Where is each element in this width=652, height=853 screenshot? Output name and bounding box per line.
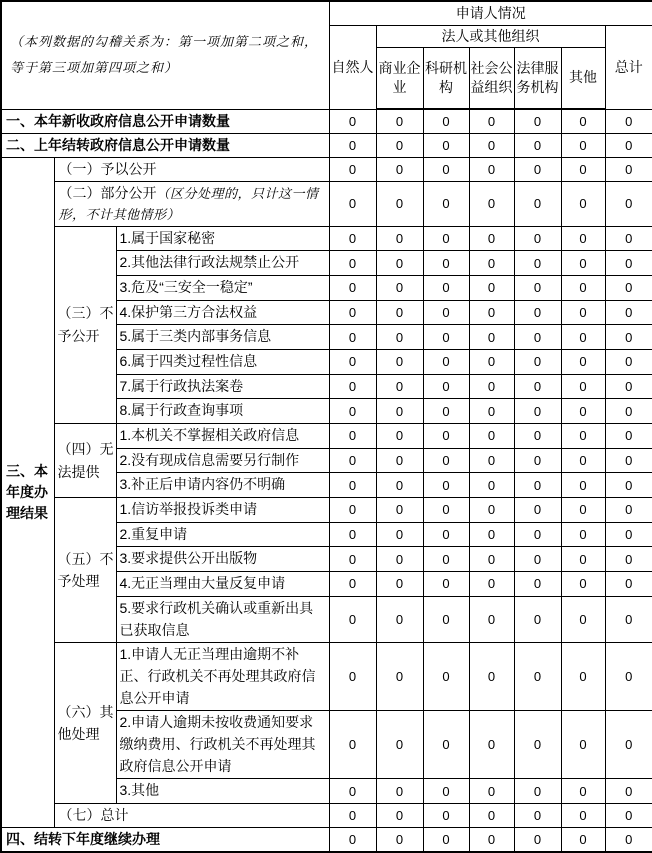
- value-cell: 0: [514, 300, 561, 325]
- value-cell: 0: [469, 572, 514, 597]
- table-row: [1, 643, 652, 711]
- item-label: 2.申请人逾期未按收费通知要求缴纳费用、行政机关不再处理其政府信息公开申请: [116, 711, 329, 779]
- value-cell: 0: [605, 109, 652, 133]
- value-cell: 0: [561, 133, 605, 157]
- value-cell: 0: [469, 498, 514, 523]
- value-cell: 0: [605, 779, 652, 804]
- value-cell: 0: [376, 251, 423, 276]
- value-cell: 0: [469, 133, 514, 157]
- header-org-type-business: 商业企业: [376, 47, 423, 109]
- row-label-new-applications: 一、本年新收政府信息公开申请数量: [1, 109, 329, 133]
- value-cell: 0: [469, 181, 514, 226]
- value-cell: 0: [469, 109, 514, 133]
- value-cell: 0: [329, 275, 376, 300]
- item-label: 4.保护第三方合法权益: [116, 300, 329, 325]
- value-cell: 0: [329, 399, 376, 424]
- value-cell: 0: [514, 424, 561, 449]
- group-label-other-handling: （六）其他处理: [54, 643, 116, 804]
- value-cell: 0: [514, 181, 561, 226]
- value-cell: 0: [605, 572, 652, 597]
- item-label: 1.属于国家秘密: [116, 226, 329, 251]
- value-cell: 0: [514, 157, 561, 181]
- value-cell: 0: [376, 643, 423, 711]
- value-cell: 0: [514, 779, 561, 804]
- value-cell: 0: [514, 828, 561, 853]
- value-cell: 0: [329, 300, 376, 325]
- value-cell: 0: [423, 473, 469, 498]
- value-cell: 0: [469, 399, 514, 424]
- value-cell: 0: [605, 596, 652, 642]
- value-cell: 0: [423, 643, 469, 711]
- group-label-refused: （三）不予公开: [54, 226, 116, 424]
- value-cell: 0: [329, 349, 376, 374]
- value-cell: 0: [605, 275, 652, 300]
- value-cell: 0: [561, 473, 605, 498]
- value-cell: 0: [423, 424, 469, 449]
- value-cell: 0: [561, 804, 605, 828]
- value-cell: 0: [376, 157, 423, 181]
- item-label: 1.申请人无正当理由逾期不补正、行政机关不再处理其政府信息公开申请: [116, 643, 329, 711]
- value-cell: 0: [329, 779, 376, 804]
- value-cell: 0: [376, 547, 423, 572]
- value-cell: 0: [469, 349, 514, 374]
- item-label: 4.无正当理由大量反复申请: [116, 572, 329, 597]
- value-cell: 0: [605, 133, 652, 157]
- value-cell: 0: [605, 547, 652, 572]
- item-label: 7.属于行政执法案卷: [116, 374, 329, 399]
- value-cell: 0: [469, 473, 514, 498]
- value-cell: 0: [561, 643, 605, 711]
- value-cell: 0: [423, 498, 469, 523]
- value-cell: 0: [514, 711, 561, 779]
- item-label: 5.属于三类内部事务信息: [116, 325, 329, 350]
- value-cell: 0: [561, 275, 605, 300]
- value-cell: 0: [561, 779, 605, 804]
- value-cell: 0: [469, 325, 514, 350]
- value-cell: 0: [605, 251, 652, 276]
- value-cell: 0: [469, 711, 514, 779]
- value-cell: 0: [469, 779, 514, 804]
- value-cell: 0: [561, 596, 605, 642]
- value-cell: 0: [605, 448, 652, 473]
- value-cell: 0: [329, 226, 376, 251]
- value-cell: 0: [423, 448, 469, 473]
- note-cell: （本列数据的勾稽关系为：第一项加第二项之和，等于第三项加第四项之和）: [1, 1, 329, 109]
- group-label-unable-to-provide: （四）无法提供: [54, 424, 116, 498]
- value-cell: 0: [514, 399, 561, 424]
- value-cell: 0: [469, 157, 514, 181]
- header-org-type-research: 科研机构: [423, 47, 469, 109]
- value-cell: 0: [329, 181, 376, 226]
- value-cell: 0: [423, 547, 469, 572]
- value-cell: 0: [376, 181, 423, 226]
- table-row: [1, 828, 652, 853]
- group-label-note: （区分处理的，只计这一情形，不计其他情形）: [58, 185, 319, 222]
- value-cell: 0: [423, 779, 469, 804]
- value-cell: 0: [561, 522, 605, 547]
- value-cell: 0: [329, 374, 376, 399]
- item-label: 1.信访举报投诉类申请: [116, 498, 329, 523]
- value-cell: 0: [376, 448, 423, 473]
- value-cell: 0: [376, 374, 423, 399]
- value-cell: 0: [329, 572, 376, 597]
- item-label: 2.重复申请: [116, 522, 329, 547]
- value-cell: 0: [329, 251, 376, 276]
- value-cell: 0: [423, 711, 469, 779]
- value-cell: 0: [469, 300, 514, 325]
- value-cell: 0: [561, 572, 605, 597]
- value-cell: 0: [329, 643, 376, 711]
- value-cell: 0: [469, 251, 514, 276]
- value-cell: 0: [561, 424, 605, 449]
- item-label: 3.危及“三安全一稳定”: [116, 275, 329, 300]
- value-cell: 0: [561, 181, 605, 226]
- value-cell: 0: [561, 498, 605, 523]
- value-cell: 0: [605, 181, 652, 226]
- value-cell: 0: [423, 374, 469, 399]
- row-label-carried-over: 二、上年结转政府信息公开申请数量: [1, 133, 329, 157]
- value-cell: 0: [514, 473, 561, 498]
- value-cell: 0: [423, 226, 469, 251]
- group-label-text: （二）部分公开: [58, 184, 157, 201]
- value-cell: 0: [376, 828, 423, 853]
- value-cell: 0: [561, 374, 605, 399]
- value-cell: 0: [605, 374, 652, 399]
- value-cell: 0: [469, 374, 514, 399]
- value-cell: 0: [423, 157, 469, 181]
- value-cell: 0: [376, 711, 423, 779]
- value-cell: 0: [423, 251, 469, 276]
- value-cell: 0: [376, 399, 423, 424]
- value-cell: 0: [605, 325, 652, 350]
- value-cell: 0: [376, 133, 423, 157]
- value-cell: 0: [329, 133, 376, 157]
- value-cell: 0: [605, 498, 652, 523]
- item-label: 5.要求行政机关确认或重新出具已获取信息: [116, 596, 329, 642]
- value-cell: 0: [329, 109, 376, 133]
- header-org-type-other: 其他: [561, 47, 605, 109]
- value-cell: 0: [376, 275, 423, 300]
- section-label-annual-results: 三、本年度办理结果: [1, 157, 54, 828]
- value-cell: 0: [329, 325, 376, 350]
- value-cell: 0: [514, 572, 561, 597]
- value-cell: 0: [329, 596, 376, 642]
- value-cell: 0: [376, 325, 423, 350]
- value-cell: 0: [469, 522, 514, 547]
- value-cell: 0: [514, 498, 561, 523]
- value-cell: 0: [605, 300, 652, 325]
- value-cell: 0: [376, 596, 423, 642]
- value-cell: 0: [561, 300, 605, 325]
- value-cell: 0: [376, 473, 423, 498]
- group-label-granted: （一）予以公开: [54, 157, 329, 181]
- group-label-partially-granted: [54, 181, 329, 226]
- value-cell: 0: [329, 522, 376, 547]
- value-cell: 0: [329, 547, 376, 572]
- value-cell: 0: [561, 828, 605, 853]
- value-cell: 0: [329, 828, 376, 853]
- value-cell: 0: [605, 424, 652, 449]
- item-label: 3.要求提供公开出版物: [116, 547, 329, 572]
- value-cell: 0: [514, 325, 561, 350]
- value-cell: 0: [514, 349, 561, 374]
- value-cell: 0: [469, 275, 514, 300]
- value-cell: 0: [423, 804, 469, 828]
- value-cell: 0: [376, 572, 423, 597]
- value-cell: 0: [514, 547, 561, 572]
- header-total: 总计: [605, 25, 652, 109]
- value-cell: 0: [423, 300, 469, 325]
- value-cell: 0: [605, 473, 652, 498]
- item-label: 3.补正后申请内容仍不明确: [116, 473, 329, 498]
- value-cell: 0: [605, 711, 652, 779]
- value-cell: 0: [514, 374, 561, 399]
- table-row: [1, 109, 652, 133]
- value-cell: 0: [376, 349, 423, 374]
- value-cell: 0: [514, 596, 561, 642]
- value-cell: 0: [514, 133, 561, 157]
- value-cell: 0: [376, 300, 423, 325]
- value-cell: 0: [561, 226, 605, 251]
- header-natural-person: 自然人: [329, 25, 376, 109]
- header-legal-or-other-org: 法人或其他组织: [376, 25, 605, 47]
- value-cell: 0: [514, 643, 561, 711]
- value-cell: 0: [561, 711, 605, 779]
- value-cell: 0: [469, 596, 514, 642]
- value-cell: 0: [469, 424, 514, 449]
- value-cell: 0: [561, 547, 605, 572]
- table-row: [1, 804, 652, 828]
- value-cell: 0: [561, 157, 605, 181]
- value-cell: 0: [423, 399, 469, 424]
- value-cell: 0: [514, 448, 561, 473]
- value-cell: 0: [605, 643, 652, 711]
- value-cell: 0: [423, 828, 469, 853]
- value-cell: 0: [605, 349, 652, 374]
- value-cell: 0: [469, 804, 514, 828]
- table-row: [1, 157, 652, 181]
- value-cell: 0: [469, 643, 514, 711]
- value-cell: 0: [561, 399, 605, 424]
- header-org-type-legal-service: 法律服务机构: [514, 47, 561, 109]
- value-cell: 0: [561, 251, 605, 276]
- table-row: [1, 181, 652, 226]
- value-cell: 0: [561, 448, 605, 473]
- value-cell: 0: [605, 804, 652, 828]
- value-cell: 0: [423, 572, 469, 597]
- item-label: 8.属于行政查询事项: [116, 399, 329, 424]
- value-cell: 0: [423, 325, 469, 350]
- value-cell: 0: [329, 424, 376, 449]
- value-cell: 0: [605, 157, 652, 181]
- value-cell: 0: [605, 522, 652, 547]
- item-label: 2.没有现成信息需要另行制作: [116, 448, 329, 473]
- group-label-subtotal: （七）总计: [54, 804, 329, 828]
- value-cell: 0: [423, 109, 469, 133]
- value-cell: 0: [605, 399, 652, 424]
- table-row: [1, 424, 652, 449]
- value-cell: 0: [376, 522, 423, 547]
- value-cell: 0: [514, 804, 561, 828]
- value-cell: 0: [561, 325, 605, 350]
- value-cell: 0: [514, 251, 561, 276]
- group-label-not-processed: （五）不予处理: [54, 498, 116, 643]
- table-row: [1, 133, 652, 157]
- value-cell: 0: [514, 275, 561, 300]
- value-cell: 0: [423, 596, 469, 642]
- value-cell: 0: [605, 226, 652, 251]
- item-label: 6.属于四类过程性信息: [116, 349, 329, 374]
- value-cell: 0: [329, 804, 376, 828]
- header-org-type-public-welfare: 社会公益组织: [469, 47, 514, 109]
- value-cell: 0: [329, 498, 376, 523]
- value-cell: 0: [376, 109, 423, 133]
- value-cell: 0: [423, 133, 469, 157]
- value-cell: 0: [423, 275, 469, 300]
- value-cell: 0: [605, 828, 652, 853]
- value-cell: 0: [329, 473, 376, 498]
- value-cell: 0: [329, 448, 376, 473]
- row-label-carry-to-next-year: 四、结转下年度继续办理: [1, 828, 329, 853]
- value-cell: 0: [376, 226, 423, 251]
- value-cell: 0: [376, 804, 423, 828]
- value-cell: 0: [376, 424, 423, 449]
- value-cell: 0: [561, 349, 605, 374]
- header-applicant-status: 申请人情况: [329, 1, 652, 25]
- table-row: [1, 226, 652, 251]
- value-cell: 0: [514, 522, 561, 547]
- item-label: 2.其他法律行政法规禁止公开: [116, 251, 329, 276]
- value-cell: 0: [469, 448, 514, 473]
- value-cell: 0: [514, 226, 561, 251]
- value-cell: 0: [514, 109, 561, 133]
- value-cell: 0: [329, 711, 376, 779]
- header-row-1: [1, 1, 652, 25]
- value-cell: 0: [469, 828, 514, 853]
- value-cell: 0: [376, 779, 423, 804]
- value-cell: 0: [469, 547, 514, 572]
- item-label: 1.本机关不掌握相关政府信息: [116, 424, 329, 449]
- item-label: 3.其他: [116, 779, 329, 804]
- value-cell: 0: [423, 349, 469, 374]
- value-cell: 0: [423, 181, 469, 226]
- value-cell: 0: [329, 157, 376, 181]
- value-cell: 0: [376, 498, 423, 523]
- table-row: [1, 498, 652, 523]
- value-cell: 0: [561, 109, 605, 133]
- value-cell: 0: [469, 226, 514, 251]
- value-cell: 0: [423, 522, 469, 547]
